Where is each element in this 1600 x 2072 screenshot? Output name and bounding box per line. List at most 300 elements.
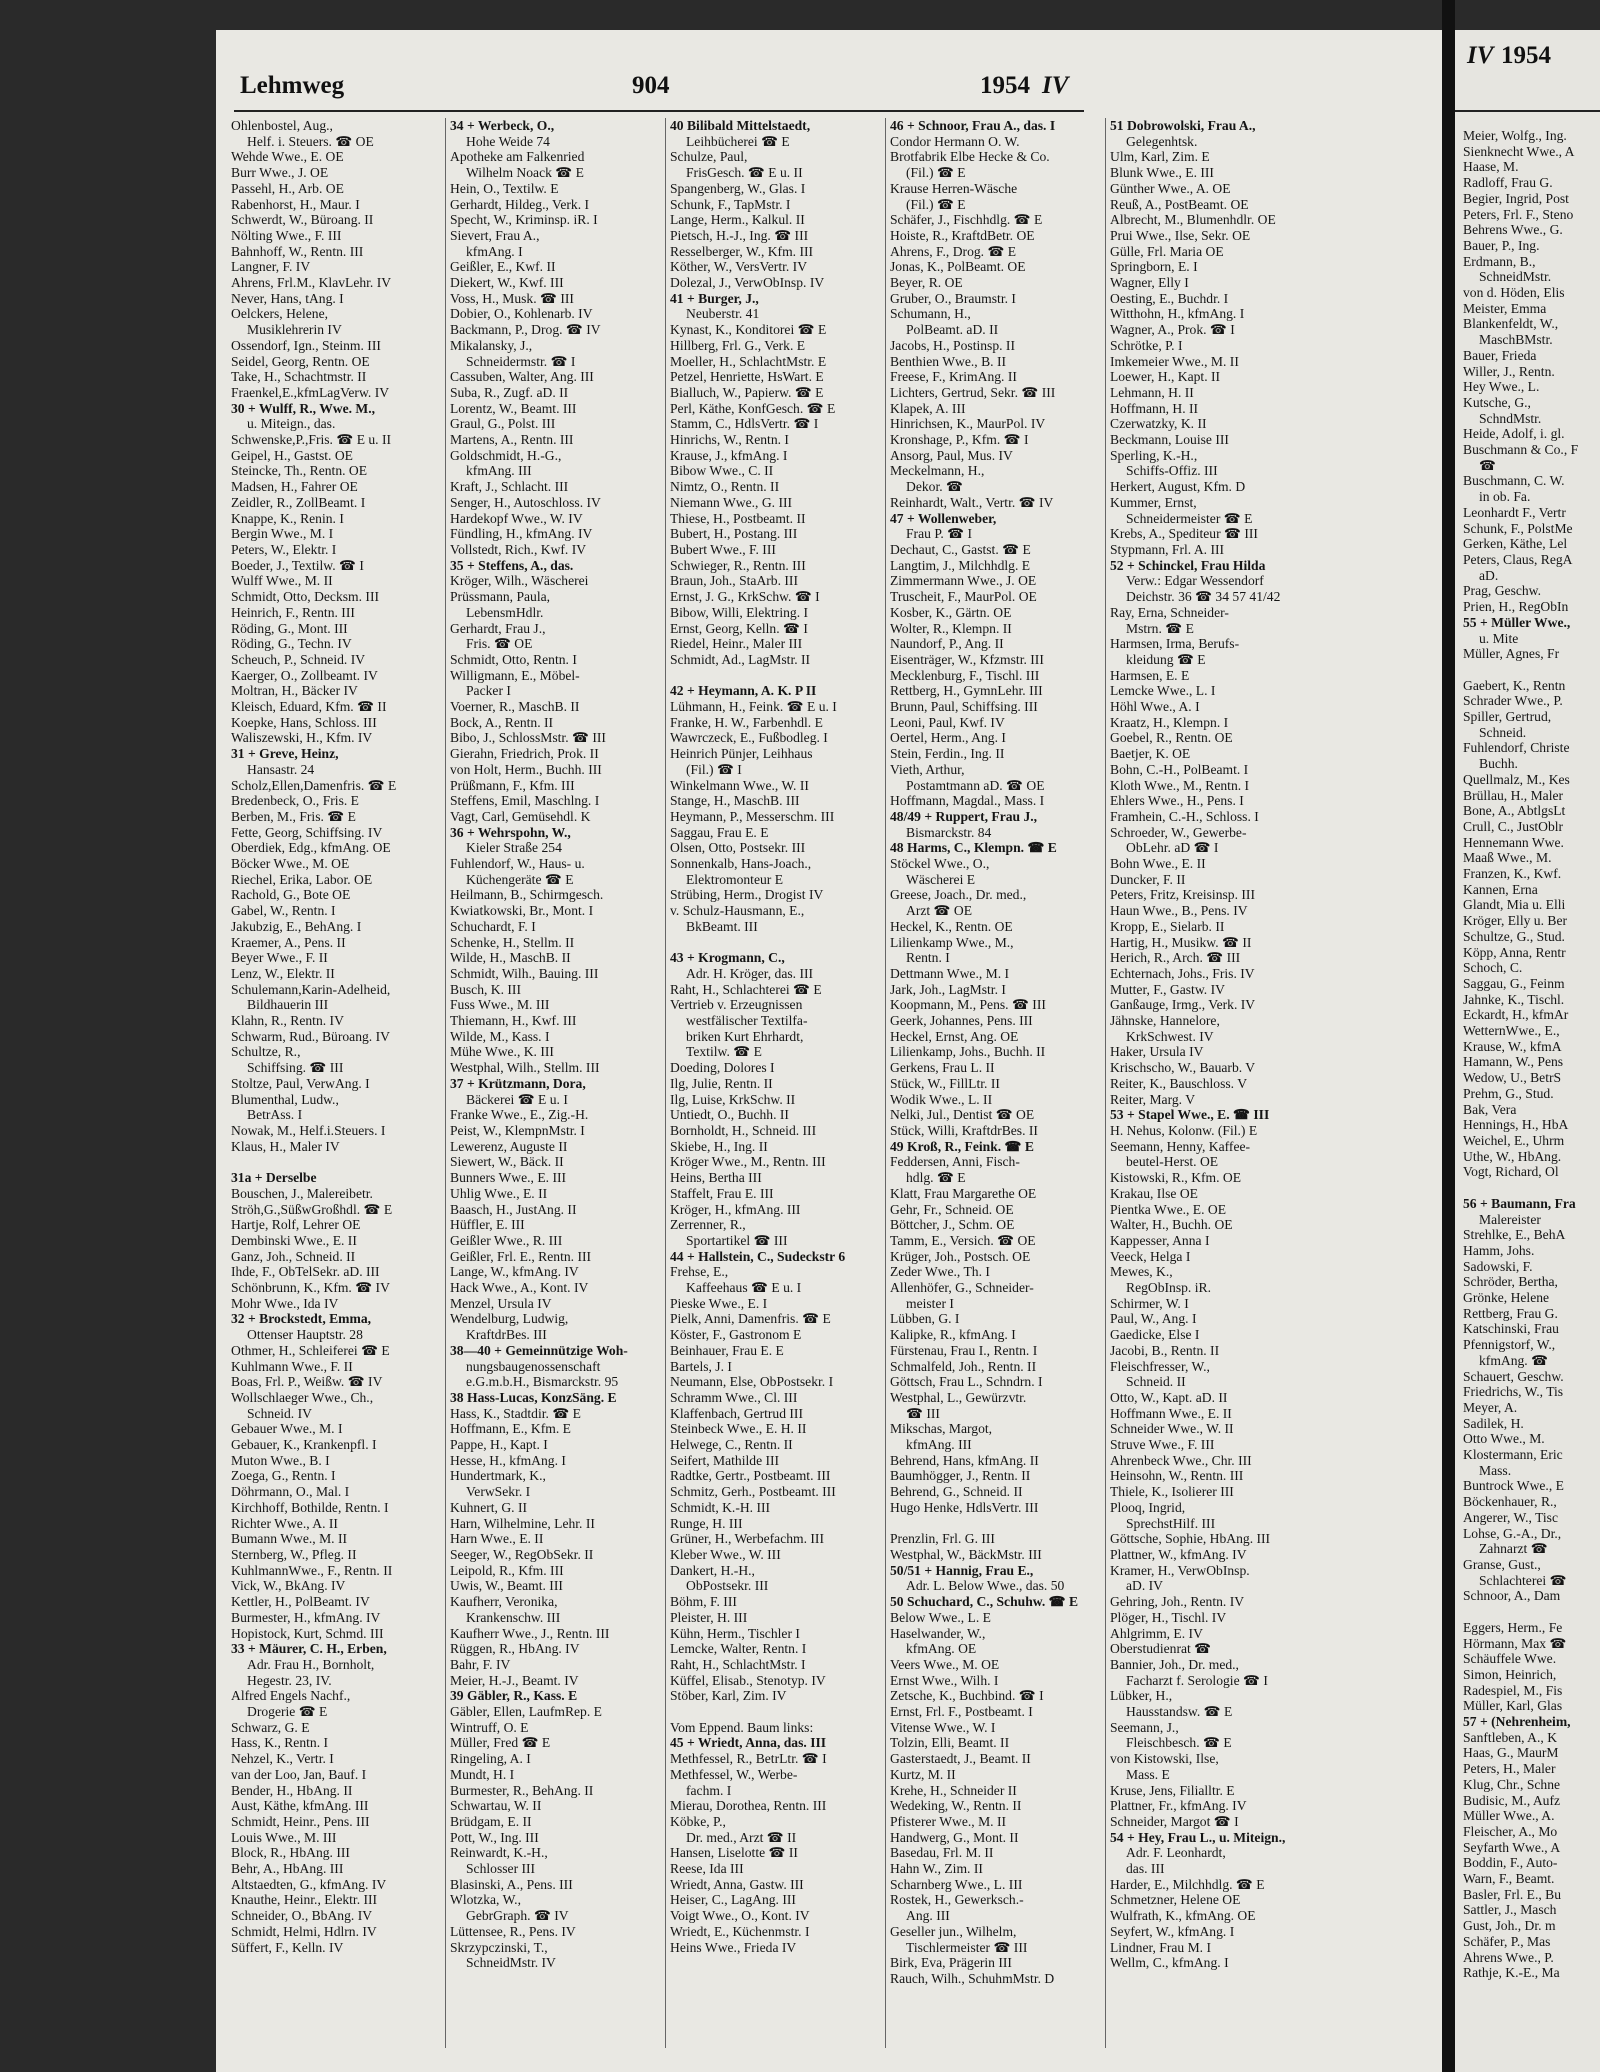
column-divider	[665, 118, 666, 2048]
directory-entry: Peters, Frl. F., Steno	[1463, 206, 1574, 222]
directory-entry: Kynast, K., Konditorei ☎ E	[670, 322, 827, 338]
directory-entry: Schwieger, R., Rentn. III	[670, 557, 806, 573]
directory-entry: Behrens Wwe., G.	[1463, 222, 1563, 238]
directory-entry: Wulff Wwe., M. II	[231, 573, 333, 589]
directory-entry: Schoch, C.	[1463, 960, 1523, 976]
directory-entry: Bubert Wwe., F. III	[670, 541, 776, 557]
directory-entry: Müller Wwe., A.	[1463, 1808, 1555, 1824]
directory-entry: Dechaut, C., Gastst. ☎ E	[890, 541, 1031, 557]
directory-entry: Schröder, Bertha,	[1463, 1274, 1558, 1290]
directory-entry: Condor Hermann O. W.	[890, 133, 1020, 149]
directory-entry: Hey Wwe., L.	[1463, 379, 1540, 395]
directory-entry: Thiele, K., Isolierer III	[1110, 1484, 1234, 1500]
directory-entry: Rauch, Wilh., SchuhmMstr. D	[890, 1970, 1055, 1986]
directory-entry: Seyfert, W., kfmAng. I	[1110, 1923, 1235, 1939]
directory-entry: Vom Eppend. Baum links:	[670, 1719, 814, 1735]
directory-entry: Brüdgam, E. II	[450, 1813, 532, 1829]
directory-entry: Ahrens, F., Drog. ☎ E	[890, 243, 1017, 259]
directory-entry: Stypmann, Frl. A. III	[1110, 541, 1225, 557]
directory-entry: Arzt ☎ OE	[906, 903, 973, 919]
directory-entry: Meyer, A.	[1463, 1399, 1518, 1415]
directory-entry: Schönbrunn, K., Kfm. ☎ IV	[231, 1280, 390, 1296]
directory-entry: Scharnberg Wwe., L. III	[890, 1876, 1023, 1892]
directory-entry: Prehm, G., Stud.	[1463, 1085, 1554, 1101]
directory-entry: Wriedt, Anna, Gastw. III	[670, 1876, 804, 1892]
directory-page-904	[216, 30, 1442, 2072]
directory-entry: Verw.: Edgar Wessendorf	[1126, 573, 1264, 589]
directory-entry: Nimtz, O., Rentn. II	[670, 479, 780, 495]
directory-entry: Hohe Weide 74	[466, 133, 550, 149]
directory-entry: Schmetzner, Helene OE	[1110, 1892, 1241, 1908]
directory-entry: Uthe, W., HbAng.	[1463, 1148, 1562, 1164]
directory-entry: Kleisch, Eduard, Kfm. ☎ II	[231, 699, 387, 715]
directory-entry: Jacobi, B., Rentn. II	[1110, 1342, 1220, 1358]
directory-entry: Ahrenbeck Wwe., Chr. III	[1110, 1452, 1252, 1468]
directory-entry: Ulm, Karl, Zim. E	[1110, 149, 1210, 165]
directory-entry: Lichters, Gertrud, Sekr. ☎ III	[890, 384, 1056, 400]
directory-entry: Gehring, Joh., Rentn. IV	[1110, 1594, 1245, 1610]
directory-entry: Moeller, H., SchlachtMstr. E	[670, 353, 827, 369]
directory-entry: Doeding, Dolores I	[670, 1060, 775, 1076]
directory-entry: Schneidermstr. ☎ I	[466, 353, 576, 369]
directory-entry: Hillberg, Frl. G., Verk. E	[670, 337, 806, 353]
directory-entry: Schwarz, G. E	[231, 1719, 310, 1735]
directory-entry: Schultze, R.,	[231, 1044, 301, 1060]
directory-entry: Oberdiek, Edg., kfmAng. OE	[231, 840, 391, 856]
directory-entry: Hardekopf Wwe., W. IV	[450, 510, 583, 526]
directory-entry: Ahlgrimm, E. IV	[1110, 1625, 1203, 1641]
directory-entry: Harmsen, Irma, Berufs-	[1110, 636, 1240, 652]
directory-entry: Resselberger, W., Kfm. III	[670, 243, 814, 259]
directory-entry: fachm. I	[686, 1782, 732, 1798]
directory-entry: Radloff, Frau G.	[1463, 175, 1553, 191]
directory-entry: Hartje, Rolf, Lehrer OE	[231, 1217, 361, 1233]
directory-entry: Struve Wwe., F. III	[1110, 1437, 1215, 1453]
directory-entry: Schwenske,P.,Fris. ☎ E u. II	[231, 432, 392, 448]
directory-entry: Diekert, W., Kwf. III	[450, 275, 564, 291]
directory-entry: Geseller jun., Wilhelm,	[890, 1923, 1017, 1939]
directory-entry: Vick, W., BkAng. IV	[231, 1578, 346, 1594]
directory-entry: Mohr Wwe., Ida IV	[231, 1295, 339, 1311]
directory-entry: das. III	[1126, 1861, 1165, 1877]
directory-entry: Siewert, W., Bäck. II	[450, 1154, 564, 1170]
directory-entry: Langtim, J., Milchhdlg. E	[890, 557, 1031, 573]
directory-entry: Hinrichsen, K., MaurPol. IV	[890, 416, 1046, 432]
directory-entry: Adr. L. Below Wwe., das. 50	[906, 1578, 1065, 1594]
directory-entry: Bredenbeck, O., Fris. E	[231, 793, 359, 809]
directory-entry: kfmAng. OE	[906, 1641, 977, 1657]
directory-entry: Mundt, H. I	[450, 1766, 515, 1782]
directory-entry: Wilhelm Noack ☎ E	[466, 165, 584, 181]
directory-entry: Lange, W., kfmAng. IV	[450, 1264, 579, 1280]
directory-entry: Postamtmann aD. ☎ OE	[906, 777, 1045, 793]
directory-column-3	[670, 118, 882, 1955]
directory-entry: Ilg, Luise, KrkSchw. II	[670, 1091, 796, 1107]
directory-entry: von Holt, Herm., Buchh. III	[450, 761, 602, 777]
directory-entry: Kröger, Elly u. Ber	[1463, 913, 1568, 929]
directory-entry: Stoltze, Paul, VerwAng. I	[231, 1075, 370, 1091]
directory-entry	[890, 1516, 1102, 1532]
directory-entry: Baasch, H., JustAng. II	[450, 1201, 577, 1217]
directory-entry: Jahnke, K., Tischl.	[1463, 991, 1565, 1007]
directory-entry: Mewes, K.,	[1110, 1264, 1173, 1280]
directory-entry: Bohn, C.-H., PolBeamt. I	[1110, 761, 1249, 777]
directory-entry: Krause, W., kfmA	[1463, 1038, 1562, 1054]
directory-entry: Weichel, E., Uhrm	[1463, 1133, 1565, 1148]
directory-entry: Blasinski, A., Pens. III	[450, 1876, 573, 1892]
directory-entry: Kurtz, M. II	[890, 1766, 956, 1782]
directory-entry: 30 + Wulff, R., Wwe. M.,	[231, 400, 376, 416]
directory-entry: Peist, W., KlempnMstr. I	[450, 1123, 585, 1138]
directory-entry: Lenz, W., Elektr. II	[231, 965, 335, 981]
directory-entry: Geipel, H., Gastst. OE	[231, 447, 353, 463]
directory-entry: Gerkens, Frau L. II	[890, 1060, 995, 1076]
directory-entry: KuhlmannWwe., F., Rentn. II	[231, 1562, 393, 1578]
directory-entry: Moltran, H., Bäcker IV	[231, 683, 358, 699]
directory-entry: Heinrich, F., Rentn. III	[231, 604, 355, 620]
directory-entry: kfmAng. I	[466, 243, 523, 259]
directory-entry: Voss, H., Musk. ☎ III	[450, 290, 574, 306]
directory-entry: Schmidt, Wilh., Bauing. III	[450, 965, 599, 981]
directory-entry: Bergin Wwe., M. I	[231, 526, 334, 542]
directory-entry: Kaffeehaus ☎ E u. I	[686, 1280, 802, 1296]
directory-column-4	[890, 118, 1102, 1987]
directory-entry: Lohse, G.-A., Dr.,	[1463, 1525, 1562, 1541]
directory-entry: Baetjer, K. OE	[1110, 746, 1191, 762]
directory-entry: Baumhögger, J., Rentn. II	[890, 1468, 1031, 1484]
directory-entry: Ahrens, Frl.M., KlavLehr. IV	[231, 275, 392, 291]
directory-entry: Veers Wwe., M. OE	[890, 1656, 1000, 1672]
directory-entry: (Fil.) ☎ I	[686, 761, 742, 777]
directory-entry: 38 Hass-Lucas, KonzSäng. E	[450, 1389, 617, 1405]
directory-entry: Ehlers Wwe., H., Pens. I	[1110, 793, 1244, 809]
directory-entry: 33 + Mäurer, C. H., Erben,	[231, 1641, 387, 1657]
directory-entry: Never, Hans, tAng. I	[231, 290, 344, 306]
directory-entry: Musiklehrerin IV	[247, 322, 342, 338]
directory-entry: Vertrieb v. Erzeugnissen	[670, 997, 803, 1013]
directory-entry: VerwSekr. I	[466, 1484, 531, 1500]
directory-entry: Witthohn, H., kfmAng. I	[1110, 306, 1245, 322]
directory-entry: Bohn Wwe., E. II	[1110, 856, 1206, 872]
directory-entry: Birk, Eva, Prägerin III	[890, 1955, 1012, 1971]
directory-entry: Kröger, H., kfmAng. III	[670, 1201, 801, 1217]
directory-entry: Reiter, Marg. V	[1110, 1091, 1196, 1107]
directory-entry: Wriedt, E., Küchenmstr. I	[670, 1923, 810, 1939]
directory-entry: Simon, Heinrich,	[1463, 1666, 1557, 1682]
directory-entry: Hopistock, Kurt, Schmd. III	[231, 1625, 384, 1641]
directory-entry: Wedeking, W., Rentn. II	[890, 1798, 1022, 1814]
directory-entry: Krehe, H., Schneider II	[890, 1782, 1017, 1798]
directory-entry: Böttcher, J., Schm. OE	[890, 1217, 1015, 1233]
directory-entry: Granse, Gust.,	[1463, 1556, 1541, 1572]
directory-entry: Hass, K., Rentn. I	[231, 1735, 329, 1751]
directory-entry: Ohlenbostel, Aug.,	[231, 118, 333, 133]
directory-entry: Wilde, M., Kass. I	[450, 1028, 550, 1044]
directory-entry: Ströh,G.,SüßwGroßhdl. ☎ E	[231, 1201, 393, 1217]
directory-entry: Eggers, Herm., Fe	[1463, 1619, 1563, 1635]
directory-entry: Fleischbesch. ☎ E	[1126, 1735, 1232, 1751]
directory-entry: Radespiel, M., Fis	[1463, 1682, 1563, 1698]
directory-entry: Göttsch, Frau L., Schndrn. I	[890, 1374, 1043, 1390]
directory-entry: Behr, A., HbAng. III	[231, 1861, 344, 1877]
directory-entry: westfälischer Textilfa-	[686, 1013, 808, 1029]
directory-entry: Nölting Wwe., F. III	[231, 227, 342, 243]
directory-entry: Fündling, H., kfmAng. IV	[450, 526, 593, 542]
directory-entry: Harn Wwe., E. II	[450, 1531, 544, 1547]
directory-entry: Klug, Chr., Schne	[1463, 1776, 1561, 1792]
directory-entry: Kraatz, H., Klempn. I	[1110, 714, 1229, 730]
directory-entry: Petzel, Henriette, HsWart. E	[670, 369, 824, 385]
page-number: 904	[632, 72, 670, 99]
directory-entry: Nelki, Jul., Dentist ☎ OE	[890, 1107, 1035, 1123]
directory-entry: Hugo Henke, HdlsVertr. III	[890, 1499, 1039, 1515]
directory-entry: Schulze, Paul,	[670, 149, 748, 165]
directory-entry: Zeidler, R., ZollBeamt. I	[231, 494, 366, 510]
directory-entry: Westphal, W., BäckMstr. III	[890, 1546, 1042, 1562]
directory-entry: Pielk, Anni, Damenfris. ☎ E	[670, 1311, 831, 1327]
directory-entry: Sternberg, W., Pfleg. II	[231, 1546, 357, 1562]
directory-entry: Willer, J., Rentn.	[1463, 363, 1555, 379]
directory-entry: Gäbler, Ellen, LaufmRep. E	[450, 1704, 602, 1720]
directory-entry: Vitense Wwe., W. I	[890, 1719, 996, 1735]
directory-entry: Knappe, K., Renin. I	[231, 510, 344, 526]
directory-entry: Mierau, Dorothea, Rentn. III	[670, 1798, 827, 1814]
directory-entry: Mecklenburg, F., Tischl. III	[890, 667, 1040, 683]
directory-entry: Kronshage, P., Kfm. ☎ I	[890, 432, 1029, 448]
directory-entry: Reinhardt, Walt., Vertr. ☎ IV	[890, 494, 1054, 510]
directory-entry: Schneid.	[1479, 724, 1527, 740]
column-divider	[445, 118, 446, 2048]
directory-entry: 45 + Wriedt, Anna, das. III	[670, 1735, 827, 1751]
directory-entry: Prüßmann, F., Kfm. III	[450, 777, 575, 793]
directory-entry: Gülle, Frl. Maria OE	[1110, 243, 1224, 259]
directory-entry: Klostermann, Eric	[1463, 1447, 1563, 1463]
directory-entry: Zimmermann Wwe., J. OE	[890, 573, 1037, 589]
directory-entry: Schwerdt, W., Büroang. II	[231, 212, 374, 228]
directory-entry: SchneidMstr. IV	[466, 1955, 556, 1971]
directory-entry: ObPostsekr. III	[686, 1578, 769, 1594]
directory-entry: Busch, K. III	[450, 981, 521, 997]
directory-entry: Dettmann Wwe., M. I	[890, 965, 1010, 981]
directory-entry: Haun Wwe., B., Pens. IV	[1110, 903, 1248, 919]
directory-entry: Below Wwe., L. E	[890, 1609, 991, 1625]
directory-entry: BetrAss. I	[247, 1107, 303, 1123]
directory-entry: Jakubzig, E., BehAng. I	[231, 918, 362, 934]
directory-entry: 48/49 + Ruppert, Frau J.,	[890, 808, 1038, 824]
directory-entry: Bauer, P., Ing.	[1463, 237, 1540, 253]
directory-entry: Krankenschw. III	[466, 1609, 561, 1625]
directory-entry: Zerrenner, R.,	[670, 1217, 746, 1233]
directory-entry: Dankert, H.-H.,	[670, 1562, 755, 1578]
directory-entry: Waliszewski, H., Kfm. IV	[231, 730, 373, 746]
directory-entry: Tolzin, Elli, Beamt. II	[890, 1735, 1010, 1751]
directory-entry: Skiebe, H., Ing. II	[670, 1138, 768, 1154]
directory-entry: Begier, Ingrid, Post	[1463, 190, 1569, 206]
directory-entry: in ob. Fa.	[1479, 489, 1531, 505]
directory-entry: Franzen, K., Kwf.	[1463, 866, 1562, 882]
directory-entry: Basler, Frl. E., Bu	[1463, 1886, 1562, 1902]
directory-entry: Sadowski, F.	[1463, 1258, 1533, 1274]
directory-entry: Krakau, Ilse OE	[1110, 1185, 1198, 1201]
directory-entry: 48 Harms, C., Klempn. ☎ E	[890, 840, 1057, 856]
directory-entry: Bahr, F. IV	[450, 1656, 511, 1672]
directory-entry: Pott, W., Ing. III	[450, 1829, 539, 1845]
directory-entry: Riedel, Heinr., Maler III	[670, 636, 803, 652]
directory-entry: 50 Schuchard, C., Schuhw. ☎ E	[890, 1594, 1079, 1610]
directory-entry: 42 + Heymann, A. K. P II	[670, 683, 817, 699]
facing-header-rule	[1455, 110, 1600, 112]
directory-entry: Othmer, H., Schleiferei ☎ E	[231, 1342, 390, 1358]
directory-entry: Bahnhoff, W., Rentn. III	[231, 243, 364, 259]
directory-entry	[670, 1704, 882, 1720]
directory-entry: Harn, Wilhelmine, Lehr. II	[450, 1515, 595, 1531]
directory-entry: Hennings, H., HbA	[1463, 1117, 1569, 1133]
directory-entry: Lemcke, Walter, Rentn. I	[670, 1641, 807, 1657]
directory-entry: Hinrichs, W., Rentn. I	[670, 432, 789, 448]
directory-entry: Adr. Frau H., Bornholt,	[247, 1656, 375, 1672]
directory-entry: Katschinski, Frau	[1463, 1321, 1559, 1337]
directory-entry: (Fil.) ☎ E	[906, 196, 966, 212]
directory-entry: Lange, Herm., Kalkul. II	[670, 212, 805, 228]
directory-entry: Seidel, Georg, Rentn. OE	[231, 353, 370, 369]
directory-entry: Fraenkel,E.,kfmLagVerw. IV	[231, 384, 390, 400]
directory-entry: Reiter, K., Bauschloss. V	[1110, 1075, 1248, 1091]
directory-entry: Rathje, K.-E., Ma	[1463, 1965, 1560, 1981]
directory-entry: Koepke, Hans, Schloss. III	[231, 714, 377, 730]
directory-entry: Peters, W., Elektr. I	[231, 541, 337, 557]
directory-entry: Zoega, G., Rentn. I	[231, 1468, 336, 1484]
directory-entry: Müller, Agnes, Fr	[1463, 646, 1560, 662]
directory-entry: 35 + Steffens, A., das.	[450, 557, 574, 573]
directory-entry: Herich, R., Arch. ☎ III	[1110, 950, 1241, 966]
directory-entry: 41 + Burger, J.,	[670, 290, 759, 306]
directory-entry: Steffens, Emil, Maschlng. I	[450, 793, 600, 809]
directory-entry: Sievert, Frau A.,	[450, 227, 540, 243]
directory-entry: Wolter, R., Klempn. II	[890, 620, 1012, 636]
directory-entry: Jacobs, H., Postinsp. II	[890, 337, 1015, 353]
directory-entry: FrisGesch. ☎ E u. II	[686, 165, 803, 181]
facing-directory-column	[1463, 128, 1578, 1981]
directory-entry: BkBeamt. III	[686, 918, 758, 934]
directory-entry: Leoni, Paul, Kwf. IV	[890, 714, 1005, 730]
directory-entry: Staffelt, Frau E. III	[670, 1185, 774, 1201]
directory-entry: Adr. F. Leonhardt,	[1126, 1845, 1226, 1861]
directory-entry: Wagner, A., Prok. ☎ I	[1110, 322, 1235, 338]
directory-entry: Pfennigstorf, W.,	[1463, 1337, 1556, 1353]
directory-entry: Schramm Wwe., Cl. III	[670, 1389, 798, 1405]
directory-entry: beutel-Herst. OE	[1126, 1154, 1219, 1170]
directory-entry: Franke, H. W., Farbenhdl. E	[670, 714, 823, 730]
directory-entry: Wollschlaeger Wwe., Ch.,	[231, 1389, 374, 1405]
directory-entry: Rettberg, Frau G.	[1463, 1305, 1558, 1321]
directory-entry	[1463, 1180, 1578, 1196]
directory-entry: Beinhauer, Frau E. E	[670, 1342, 784, 1358]
directory-entry: Otto Wwe., M.	[1463, 1431, 1545, 1447]
directory-entry: Kuhnert, G. II	[450, 1499, 528, 1515]
directory-entry: Geißler, Frl. E., Rentn. III	[450, 1248, 592, 1264]
directory-entry: Bumann Wwe., M. II	[231, 1531, 348, 1547]
directory-entry: Burmester, R., BehAng. II	[450, 1782, 594, 1798]
directory-entry: Blankenfeldt, W.,	[1463, 316, 1559, 332]
directory-entry: Schneider, Margot ☎ I	[1110, 1813, 1239, 1829]
directory-entry: Buschmann & Co., F	[1463, 442, 1579, 458]
directory-entry: Boas, Frl. P., Weißw. ☎ IV	[231, 1374, 383, 1390]
directory-entry: Krischscho, W., Bauarb. V	[1110, 1060, 1256, 1076]
directory-entry: Peters, Fritz, Kreisinsp. III	[1110, 887, 1255, 903]
directory-entry: Harder, E., Milchhdlg. ☎ E	[1110, 1876, 1265, 1892]
directory-entry: Schmidt, Otto, Rentn. I	[450, 651, 577, 667]
directory-entry: Bismarckstr. 84	[906, 824, 992, 840]
directory-column-1	[231, 118, 443, 1955]
street-heading: Lehmweg	[240, 72, 345, 99]
directory-entry: Lemcke Wwe., L. I	[1110, 683, 1216, 699]
directory-entry: Burr Wwe., J. OE	[231, 165, 329, 181]
directory-entry: von d. Höden, Elis	[1463, 285, 1565, 301]
directory-entry: Schmidt, Otto, Decksm. III	[231, 589, 379, 605]
directory-entry: Kalipke, R., kfmAng. I	[890, 1327, 1016, 1343]
directory-entry: Lorentz, W., Beamt. III	[450, 400, 577, 416]
directory-entry: Peters, Claus, RegA	[1463, 551, 1573, 567]
directory-entry: Kraft, J., Schlacht. III	[450, 479, 569, 495]
directory-entry: Gaedicke, Else I	[1110, 1327, 1200, 1343]
directory-entry: Schlosser III	[466, 1861, 536, 1877]
directory-entry: Neumann, Else, ObPostsekr. I	[670, 1374, 834, 1390]
directory-entry: u. Miteign., das.	[247, 416, 336, 432]
directory-entry: Wellm, C., kfmAng. I	[1110, 1955, 1229, 1971]
directory-entry: Schroeder, W., Gewerbe-	[1110, 824, 1247, 840]
directory-entry: Blunk Wwe., E. III	[1110, 165, 1214, 181]
directory-entry: Sportartikel ☎ III	[686, 1232, 788, 1248]
directory-entry: Krause Herren-Wäsche	[890, 180, 1018, 196]
directory-entry: Block, R., HbAng. III	[231, 1845, 350, 1861]
volume-label: IV	[1042, 72, 1069, 99]
directory-entry: Heilmann, B., Schirmgesch.	[450, 887, 604, 903]
directory-entry: 57 + (Nehrenheim,	[1463, 1714, 1571, 1730]
directory-entry: Klapek, A. III	[890, 400, 966, 416]
directory-entry: Geerk, Johannes, Pens. III	[890, 1013, 1033, 1029]
directory-entry: Hamm, Johs.	[1463, 1242, 1535, 1258]
directory-entry: Krüger, Joh., Postsch. OE	[890, 1248, 1031, 1264]
directory-entry: Klatt, Frau Margarethe OE	[890, 1185, 1037, 1201]
directory-entry: Brotfabrik Elbe Hecke & Co.	[890, 149, 1050, 165]
directory-entry: Westphal, Wilh., Stellm. III	[450, 1060, 600, 1076]
directory-entry: Fris. ☎ OE	[466, 636, 533, 652]
directory-entry: Sanftleben, A., K	[1463, 1729, 1558, 1745]
directory-entry: Hoffmann, Magdal., Mass. I	[890, 793, 1045, 809]
directory-entry: Hein, O., Textilw. E	[450, 180, 559, 196]
directory-entry: Saggau, G., Feinm	[1463, 975, 1565, 991]
directory-entry: Schneid. IV	[247, 1405, 312, 1421]
directory-entry: Mutter, F., Gastw. IV	[1110, 981, 1225, 997]
directory-entry: Crull, C., JustOblr	[1463, 818, 1564, 834]
directory-entry: Tischlermeister ☎ III	[906, 1939, 1028, 1955]
directory-entry: Passehl, H., Arb. OE	[231, 180, 344, 196]
directory-entry: Gebauer Wwe., M. I	[231, 1421, 343, 1437]
directory-entry: Langner, F. IV	[231, 259, 311, 275]
directory-entry: Hansen, Liselotte ☎ II	[670, 1845, 798, 1861]
directory-entry: Schultze, G., Stud.	[1463, 928, 1565, 944]
directory-entry: Oelckers, Helene,	[231, 306, 328, 322]
directory-entry: Prüssmann, Paula,	[450, 589, 551, 605]
directory-entry: Schrötke, P. I	[1110, 337, 1183, 353]
directory-entry: Erdmann, B.,	[1463, 253, 1536, 269]
directory-entry: Rabenhorst, H., Maur. I	[231, 196, 360, 212]
directory-entry: Mass.	[1479, 1462, 1512, 1478]
directory-entry: Brunn, Paul, Schiffsing. III	[890, 699, 1038, 715]
directory-entry: Altstaedten, G., kfmAng. IV	[231, 1876, 387, 1892]
directory-entry: Hoffmann Wwe., E. II	[1110, 1405, 1232, 1421]
column-divider	[1105, 118, 1106, 2048]
